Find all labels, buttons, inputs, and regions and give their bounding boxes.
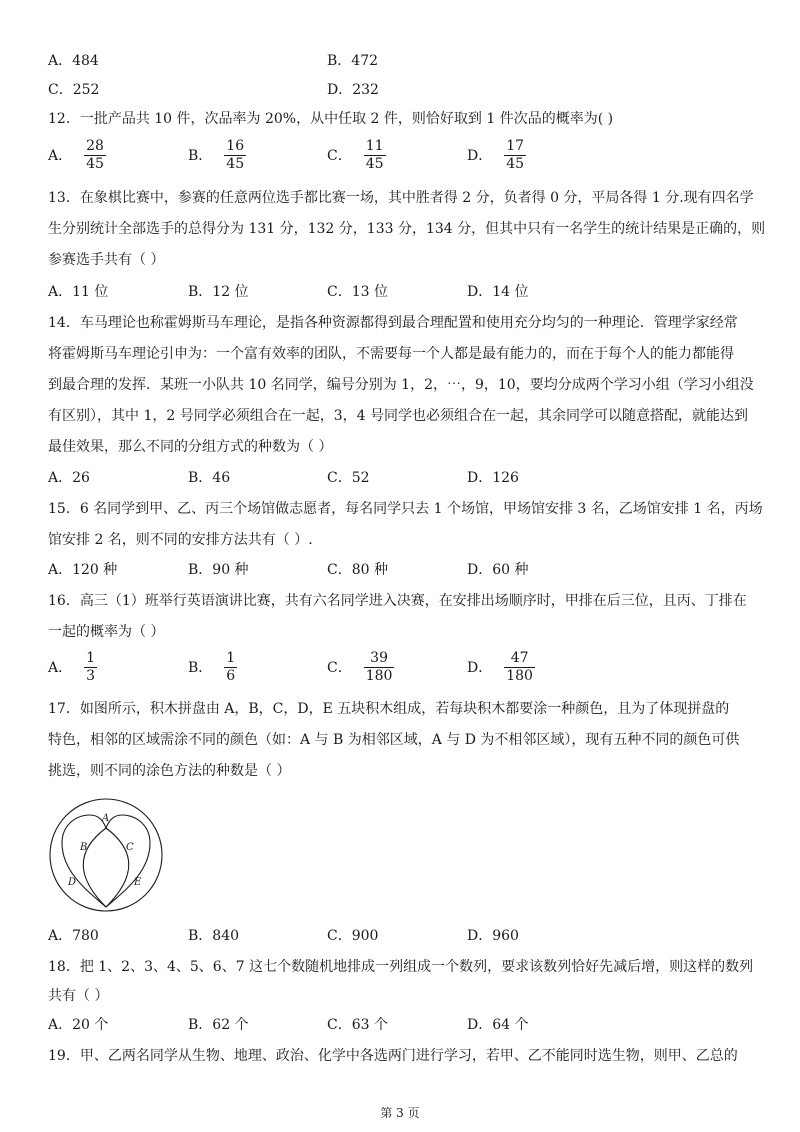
q15-stem-line-1: 15．6 名同学到甲、乙、丙三个场馆做志愿者，每名同学只去 1 个场馆，甲场馆安排 3 名，乙场馆安排 1 名，丙场 [48,501,763,517]
q18-stem-line-2: 共有（ ） [48,988,109,1004]
q11-option-c: C．252 [48,82,100,98]
q14-option-d: D．126 [467,470,519,486]
q16-option-b: B． $\frac{1}{6}$ [188,650,236,684]
q17-figure-heart-outline [62,815,150,907]
q18-option-a: A．20 个 [48,1017,109,1033]
q14-option-b: B．46 [188,470,231,486]
q12-option-a: A． $\frac{28}{45}$ [48,138,104,172]
q16-stem-line-1: 16．高三（1）班举行英语演讲比赛，共有六名同学进入决赛，在安排出场顺序时，甲排在后三位，且丙、丁排在 [48,593,747,609]
q16-option-c: C． $\frac{39}{180}$ [327,650,393,684]
q15-stem-line-2: 馆安排 2 名，则不同的安排方法共有（ ）. [48,532,313,548]
q17-figure-label-e: E [134,877,142,888]
q14-stem-line-2: 将霍姆斯马车理论引申为：一个富有效率的团队，不需要每一个人都是最有能力的，而在于每个人的能力都能得 [48,346,734,362]
q16-option-a: A． $\frac{1}{3}$ [48,650,96,684]
q17-figure-label-d: D [68,877,77,888]
q12-option-c: C． $\frac{11}{45}$ [327,138,384,172]
q11-option-b: B．472 [327,53,379,69]
q18-option-d: D．64 个 [467,1017,529,1033]
q19-stem-line-1: 19．甲、乙两名同学从生物、地理、政治、化学中各选两门进行学习，若甲、乙不能同时选生物，则甲、乙总的 [48,1048,738,1064]
q17-option-a: A．780 [48,928,99,944]
q17-stem-line-1: 17．如图所示，积木拼盘由 A，B，C，D，E 五块积木组成，若每块积木都要涂一种颜色，且为了体现拼盘的 [48,701,730,717]
q17-option-d: D．960 [467,928,519,944]
q14-stem-line-1: 14．车马理论也称霍姆斯马车理论，是指各种资源都得到最合理配置和使用充分均匀的一种理论．管理学家经常 [48,315,738,331]
q14-stem-line-5: 最佳效果，那么不同的分组方式的种数为（ ） [48,439,333,455]
q16-stem-line-2: 一起的概率为（ ） [48,624,165,640]
q17-figure-label-c: C [126,842,134,853]
q12-option-b: B． $\frac{16}{45}$ [188,138,245,172]
q13-stem-line-1: 13．在象棋比赛中，参赛的任意两位选手都比赛一场，其中胜者得 2 分，负者得 0 分，平局各得 1 分.现有四名学 [48,190,754,206]
q12-option-d: D． $\frac{17}{45}$ [467,138,525,172]
q17-stem-line-3: 挑选，则不同的涂色方法的种数是（ ） [48,763,291,779]
q18-stem-line-1: 18．把 1、2、3、4、5、6、7 这七个数随机地排成一列组成一个数列，要求该数列恰好先减后增，则这样的数列 [48,959,754,975]
q15-option-c: C．80 种 [327,562,388,578]
q17-figure-inner-curves [83,828,128,907]
q13-stem-line-2: 生分别统计全部选手的总得分为 131 分，132 分，133 分，134 分，但其中只有一名学生的统计结果是正确的，则 [48,221,766,237]
q16-option-d: D． $\frac{47}{180}$ [467,650,533,684]
page-number: 第 3 页 [380,1106,420,1120]
q18-option-b: B．62 个 [188,1017,249,1033]
q14-stem-line-4: 有区别），其中 1，2 号同学必须组合在一起，3，4 号同学也必须组合在一起，其余同学可以随意搭配，就能达到 [48,408,748,424]
q15-option-a: A．120 种 [48,562,118,578]
q11-option-d: D．232 [327,82,379,98]
q13-option-c: C．13 位 [327,284,388,300]
q18-option-c: C．63 个 [327,1017,388,1033]
q15-option-d: D．60 种 [467,562,529,578]
q17-option-c: C．900 [327,928,379,944]
q14-option-a: A．26 [48,470,90,486]
q17-figure-label-b: B [80,842,88,853]
q17-stem-line-2: 特色，相邻的区域需涂不同的颜色（如：A 与 B 为相邻区域，A 与 D 为不相邻区域），现有五种不同的颜色可供 [48,732,740,748]
q14-stem-line-3: 到最合理的发挥．某班一小队共 10 名同学，编号分别为 1，2，⋯，9，10，要均分成两个学习小组（学习小组没 [48,377,754,393]
q13-stem-line-3: 参赛选手共有（ ） [48,252,165,268]
q15-option-b: B．90 种 [188,562,249,578]
q12-stem: 12．一批产品共 10 件，次品率为 20%，从中任取 2 件，则恰好取到 1 件次品的概率为( ) [48,111,614,127]
q11-option-a: A．484 [48,53,99,69]
q17-figure [46,795,166,915]
q13-option-d: D．14 位 [467,284,529,300]
q17-option-b: B．840 [188,928,240,944]
q13-option-a: A．11 位 [48,284,109,300]
q17-figure-label-a: A [102,813,110,824]
q13-option-b: B．12 位 [188,284,249,300]
q14-option-c: C．52 [327,470,370,486]
